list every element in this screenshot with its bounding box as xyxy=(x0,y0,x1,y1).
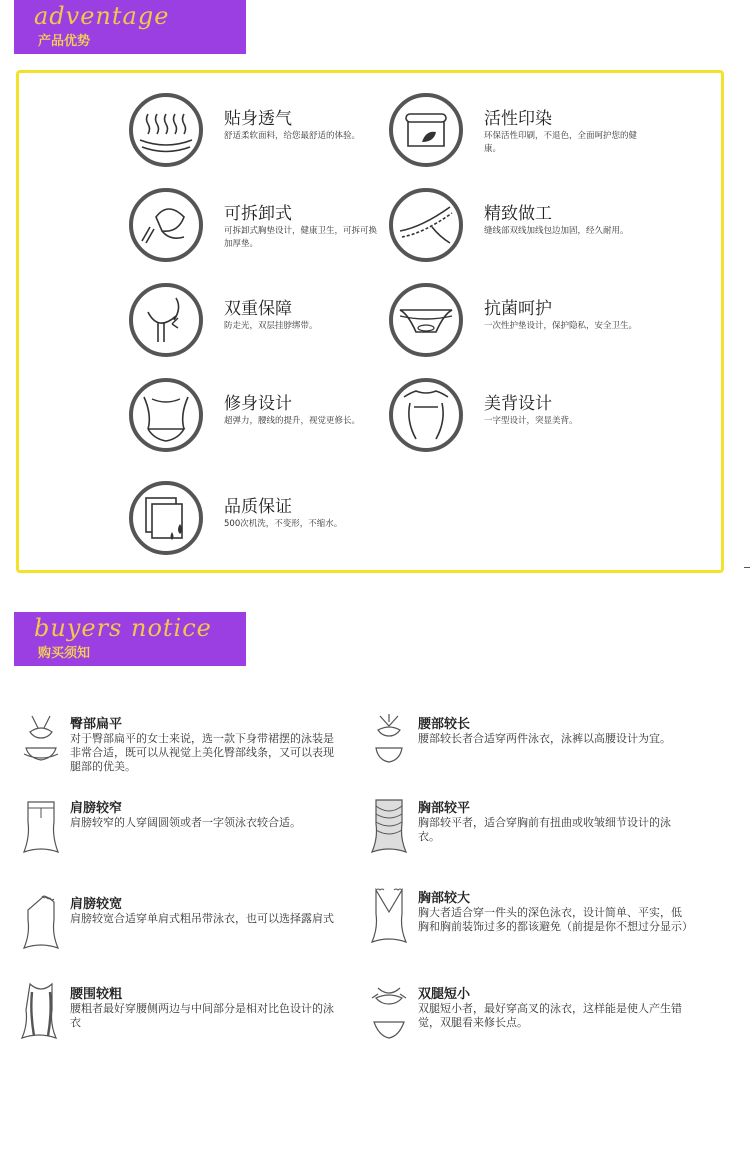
advantage-item-antibacterial xyxy=(388,282,638,362)
advantage-title: 抗菌呵护 xyxy=(484,299,552,319)
advantage-item-removable xyxy=(128,187,378,267)
notice-desc: 腰粗者最好穿腰侧两边与中间部分是相对比色设计的泳衣 xyxy=(70,1002,334,1029)
advantage-title: 贴身透气 xyxy=(224,109,292,129)
divider-tick xyxy=(744,567,750,568)
double-strap-icon xyxy=(128,282,204,358)
stitching-icon xyxy=(388,187,464,263)
advantage-item-stitching xyxy=(388,187,628,267)
notice-desc: 胸部较平者，适合穿胸前有扭曲或收皱细节设计的泳衣。 xyxy=(418,816,671,843)
two-piece-icon xyxy=(366,712,412,774)
quality-icon xyxy=(128,480,204,556)
notice-desc: 胸大者适合穿一件头的深色泳衣，设计简单、平实，低胸和胸前装饰过多的都该避免（前提是你不想过分显示） xyxy=(418,906,693,933)
advantage-title: 修身设计 xyxy=(224,394,292,414)
notice-title: 肩膀较窄 xyxy=(70,801,123,816)
notice-title: 臀部扁平 xyxy=(70,717,123,732)
advantage-item-quality xyxy=(128,480,368,560)
notice-title: 胸部较大 xyxy=(418,891,471,906)
advantage-desc: 可拆卸式胸垫设计，健康卫生，可拆可换加厚垫。 xyxy=(224,226,378,249)
slim-body-icon xyxy=(128,377,204,453)
ruched-swimsuit-icon xyxy=(366,796,412,858)
advantage-title: 双重保障 xyxy=(224,299,292,319)
notice-banner xyxy=(14,612,246,666)
advantage-title: 精致做工 xyxy=(484,204,552,224)
printing-icon xyxy=(388,92,464,168)
color-block-swimsuit-icon xyxy=(18,982,64,1044)
briefs-icon xyxy=(388,282,464,358)
advantage-title: 美背设计 xyxy=(484,394,552,414)
advantage-desc: 防走光，双层挂脖绑带。 xyxy=(224,321,318,331)
notice-title: 胸部较平 xyxy=(418,801,471,816)
back-design-icon xyxy=(388,377,464,453)
notice-title: 腰围较粗 xyxy=(70,987,123,1002)
advantage-title: 品质保证 xyxy=(224,497,292,517)
advantage-desc: 500次机洗，不变形，不缩水。 xyxy=(224,519,343,529)
notice-desc: 腰部较长者合适穿两件泳衣，泳裤以高腰设计为宜。 xyxy=(418,732,671,745)
advantage-item-breathable xyxy=(128,92,368,172)
advantage-item-back xyxy=(388,377,628,457)
one-shoulder-swimsuit-icon xyxy=(18,892,64,954)
notice-desc: 双腿短小者，最好穿高叉的泳衣，这样能是使人产生错觉，双腿看来修长点。 xyxy=(418,1002,682,1029)
notice-desc: 肩膀较宽合适穿单肩式粗吊带泳衣，也可以选择露肩式 xyxy=(70,912,334,925)
advantage-title: 可拆卸式 xyxy=(224,204,292,224)
notice-script: buyers notice xyxy=(34,614,212,642)
advantage-title: 产品优势 xyxy=(38,34,91,49)
high-cut-bikini-icon xyxy=(366,982,412,1044)
advantage-desc: 缝线部双线加线包边加固，经久耐用。 xyxy=(484,226,629,236)
skirted-bikini-icon xyxy=(18,712,64,774)
notice-desc: 对于臀部扁平的女士来说，选一款下身带裙摆的泳装是非常合适，既可以从视觉上美化臀部线条，又可以表现腿部的优美。 xyxy=(70,732,334,773)
removable-pad-icon xyxy=(128,187,204,263)
deep-v-swimsuit-icon xyxy=(366,886,412,948)
advantage-desc: 环保活性印刷，不退色，全面呵护您的健康。 xyxy=(484,131,638,154)
advantage-banner xyxy=(14,0,246,54)
advantage-desc: 一字型设计，突显美背。 xyxy=(484,416,578,426)
advantage-title: 活性印染 xyxy=(484,109,552,129)
advantage-desc: 舒适柔软面料，给您最舒适的体验。 xyxy=(224,131,361,141)
advantage-script: adventage xyxy=(34,2,170,30)
advantage-desc: 超弹力，腰线的提升，视觉更修长。 xyxy=(224,416,361,426)
notice-title: 购买须知 xyxy=(38,646,91,661)
boat-neck-swimsuit-icon xyxy=(18,796,64,858)
advantage-item-double-strap xyxy=(128,282,368,362)
advantage-desc: 一次性护垫设计，保护隐私，安全卫生。 xyxy=(484,321,638,331)
notice-desc: 肩膀较窄的人穿阔圆领或者一字领泳衣较合适。 xyxy=(70,816,301,829)
breathable-icon xyxy=(128,92,204,168)
advantage-item-slim xyxy=(128,377,368,457)
notice-title: 双腿短小 xyxy=(418,987,471,1002)
notice-title: 腰部较长 xyxy=(418,717,471,732)
notice-title: 肩膀较宽 xyxy=(70,897,123,912)
advantage-item-printing xyxy=(388,92,638,172)
